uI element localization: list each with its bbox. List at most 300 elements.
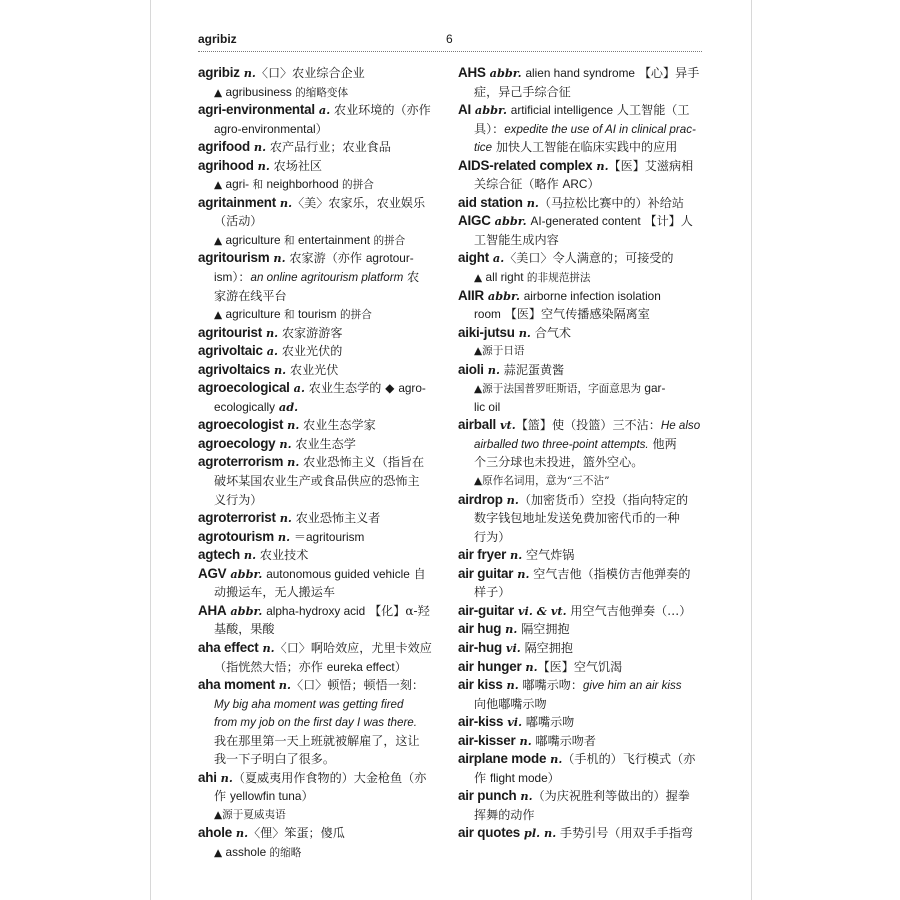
- latin-text: artificial intelligence: [510, 103, 614, 118]
- part-of-speech: n.: [501, 622, 518, 637]
- part-of-speech: n.: [592, 158, 609, 173]
- gloss-text: 义行为）: [214, 492, 263, 507]
- etymology-note-line: [198, 843, 438, 862]
- part-of-speech: vi.: [503, 715, 523, 730]
- entry-continuation-line: [458, 175, 702, 194]
- gloss-text: 样子）: [474, 585, 511, 600]
- part-of-speech: a.: [262, 344, 278, 359]
- gloss-text: ）: [587, 177, 600, 192]
- headword: air-guitar: [458, 602, 515, 618]
- latin-text: tourism: [297, 307, 337, 322]
- entry-continuation-line: [198, 120, 438, 139]
- gloss-text: 农业生态学的 ◆: [304, 381, 399, 396]
- entry-line: [198, 528, 438, 547]
- headword: airplane mode: [458, 751, 547, 767]
- part-of-speech: abbr.: [226, 566, 263, 581]
- gloss-text: 嘟嘴示吻：: [518, 678, 583, 693]
- etymology-note-line: [458, 379, 702, 398]
- headword: agroterrorism: [198, 454, 284, 470]
- gloss-text: ）: [301, 789, 314, 804]
- entry-line: [458, 361, 702, 380]
- entry-continuation-line: [458, 83, 702, 102]
- gloss-text: 农业恐怖主义（指旨在: [299, 455, 425, 470]
- gloss-text: 和: [280, 234, 298, 247]
- entry-line: [198, 324, 438, 343]
- running-header: [198, 30, 702, 50]
- latin-text: flight mode: [489, 770, 548, 785]
- part-of-speech: a.: [314, 103, 331, 118]
- gloss-text: （活动）: [214, 214, 263, 229]
- gloss-text: ）: [547, 770, 560, 785]
- gloss-text: 的缩略: [266, 846, 302, 859]
- headword: air quotes: [458, 825, 520, 841]
- headword: aight: [458, 250, 489, 266]
- gloss-text: 数字钱包地址发送免费加密代币的一种: [474, 511, 680, 526]
- entry-continuation-line: [458, 769, 702, 788]
- headword: aid station: [458, 194, 523, 210]
- gloss-text: 〈口〉顿悟；顿悟一刻：: [290, 678, 425, 693]
- latin-text: alien hand syndrome: [525, 66, 635, 80]
- gloss-text: 他两: [648, 436, 677, 451]
- latin-text: agro-environmental: [214, 121, 316, 136]
- gloss-text: （指恍然大悟；亦作: [214, 659, 327, 674]
- entry-continuation-line: [198, 472, 438, 491]
- entry-continuation-line: [458, 695, 702, 714]
- gloss-text: 向他嘟嘴示吻: [474, 696, 547, 711]
- gloss-text: 【心】异手: [634, 66, 700, 80]
- gloss-text: 关综合征（略作: [474, 177, 563, 192]
- part-of-speech: n.: [283, 418, 300, 433]
- part-of-speech: n.: [521, 659, 538, 674]
- gloss-text: ▲: [214, 234, 226, 247]
- headword: AI: [458, 102, 471, 118]
- entry-continuation-line: [198, 620, 438, 639]
- example-text: tice: [474, 141, 493, 155]
- entry-line: [198, 64, 438, 83]
- example-text: give him an air kiss: [582, 679, 682, 693]
- part-of-speech: n.: [239, 548, 257, 563]
- part-of-speech: n.: [483, 362, 500, 377]
- entry-line: [198, 546, 438, 565]
- latin-text: airborne infection isolation: [523, 288, 661, 303]
- entry-line: [458, 416, 702, 435]
- gloss-text: ▲: [474, 272, 486, 285]
- entry-line: [458, 732, 702, 751]
- gloss-text: 自: [409, 566, 426, 581]
- gloss-text: 【化】α-羟: [365, 603, 430, 618]
- latin-text: ism: [214, 270, 233, 285]
- etymology-note-line: [458, 268, 702, 287]
- gloss-text: 〈俚〉笨蛋；傻瓜: [248, 826, 345, 841]
- gloss-text: 〈口〉农业综合企业: [255, 66, 365, 80]
- headword: agritourism: [198, 250, 270, 266]
- gloss-text: 农产品行业；农业食品: [266, 140, 391, 155]
- gloss-text: 隔空拥抱: [517, 622, 570, 637]
- gloss-text: 的缩略变体: [291, 86, 349, 99]
- gloss-text: 动搬运车，无人搬运车: [214, 585, 335, 600]
- entry-line: [458, 101, 702, 120]
- gloss-text: 用空气吉他弹奏（…）: [566, 603, 692, 618]
- headword: agroecological: [198, 380, 290, 396]
- gloss-text: 〈美〉农家乐，农业娱乐: [292, 195, 426, 210]
- entry-line: [458, 491, 702, 510]
- entry-line: [458, 602, 702, 621]
- latin-text: agribusiness: [225, 84, 292, 99]
- part-of-speech: n.: [513, 566, 530, 581]
- headword: agrifood: [198, 139, 250, 155]
- headword: AHS: [458, 65, 486, 80]
- entry-line: [458, 287, 702, 306]
- gloss-text: 农业生态学家: [299, 418, 376, 433]
- entry-line: [458, 676, 702, 695]
- entry-continuation-line: [458, 138, 702, 157]
- entry-continuation-line: [198, 658, 438, 677]
- part-of-speech: pl. n.: [520, 826, 557, 841]
- entry-continuation-line: [198, 713, 438, 732]
- right-column: [458, 64, 702, 843]
- headword: agritainment: [198, 194, 276, 210]
- part-of-speech: n.: [516, 789, 533, 804]
- headword: air hunger: [458, 658, 522, 674]
- headword: airdrop: [458, 491, 503, 507]
- gloss-text: 和: [280, 309, 298, 322]
- gloss-text: 农: [403, 270, 420, 285]
- entry-continuation-line: [458, 528, 702, 547]
- latin-text: agriculture: [225, 307, 281, 322]
- headword: AIDS-related complex: [458, 157, 593, 173]
- headword: agribiz: [198, 65, 240, 80]
- entry-line: [198, 101, 438, 120]
- gloss-text: 空气炸锅: [522, 548, 575, 563]
- gloss-text: 我一下子明白了很多。: [214, 752, 335, 767]
- entry-continuation-line: [458, 435, 702, 454]
- entry-line: [198, 416, 438, 435]
- gloss-text: 工智能生成内容: [474, 232, 559, 247]
- gloss-text: 【医】艾滋病相: [608, 158, 694, 173]
- gloss-text: ）: [315, 121, 328, 136]
- gloss-text: ）: [394, 659, 407, 674]
- entry-continuation-line: [198, 212, 438, 231]
- gloss-text: （手机的）飞行模式（亦: [562, 752, 696, 767]
- example-text: from my job on the first day I was there.: [214, 716, 417, 730]
- part-of-speech: a.: [289, 381, 305, 396]
- entry-line: [198, 676, 438, 695]
- gloss-text: ▲原作名词用，意为“三不沾”: [474, 475, 610, 488]
- gloss-text: 【医】空气饥渴: [537, 659, 623, 674]
- gloss-text: 行为）: [474, 529, 511, 544]
- etymology-note-line: [458, 398, 702, 417]
- gloss-text: （夏威夷用作食物的）大金枪鱼（亦: [232, 770, 427, 785]
- headword: ahole: [198, 825, 232, 841]
- headword: agrihood: [198, 157, 254, 173]
- latin-text: yellowfin tuna: [229, 789, 302, 804]
- headword: agroecologist: [198, 417, 284, 433]
- headword: AHA: [198, 602, 227, 618]
- gloss-text: 农家游（亦作: [285, 251, 366, 266]
- etymology-note-line: [458, 472, 702, 491]
- entry-line: [458, 713, 702, 732]
- part-of-speech: abbr.: [485, 66, 522, 80]
- part-of-speech: n.: [270, 362, 287, 377]
- latin-text: agritourism: [305, 529, 365, 544]
- headword: aiki-jutsu: [458, 324, 515, 340]
- gloss-text: 挥舞的动作: [474, 807, 535, 822]
- gloss-text: 农家游游客: [278, 325, 343, 340]
- etymology-note-line: [198, 231, 438, 250]
- headword: agritourist: [198, 324, 263, 340]
- gloss-text: 【篮】使（投篮）三不沾：: [515, 418, 661, 433]
- gloss-text: 【计】人: [640, 214, 693, 229]
- gloss-text: 嘟嘴示吻: [522, 715, 575, 730]
- entry-line: [458, 212, 702, 231]
- latin-text: asshole: [225, 844, 267, 859]
- gloss-text: ▲: [214, 309, 226, 322]
- gloss-text: 手势引号（用双手手指弯: [556, 826, 694, 841]
- part-of-speech: n.: [546, 752, 563, 767]
- gloss-text: ▲源于夏威夷语: [214, 808, 286, 821]
- part-of-speech: vt.: [496, 418, 516, 433]
- entry-continuation-line: [198, 750, 438, 769]
- headword: air hug: [458, 621, 502, 637]
- part-of-speech: n.: [514, 325, 531, 340]
- latin-text: all right: [485, 270, 524, 285]
- entry-line: [198, 361, 438, 380]
- entry-line: [198, 509, 438, 528]
- headword: aha effect: [198, 639, 259, 655]
- gloss-text: 作: [474, 770, 490, 785]
- page-number: 6: [446, 32, 453, 46]
- gloss-text: 嘟嘴示吻者: [531, 733, 596, 748]
- entry-line: [198, 249, 438, 268]
- gloss-text: 农业生态学: [291, 436, 356, 451]
- part-of-speech: n.: [231, 826, 249, 841]
- gloss-text: 农业光伏: [286, 362, 339, 377]
- part-of-speech: n.: [253, 158, 270, 173]
- gloss-text: 的拼合: [336, 309, 372, 322]
- part-of-speech: n.: [283, 455, 300, 470]
- gloss-text: 农场社区: [269, 158, 323, 173]
- part-of-speech: n.: [216, 770, 233, 785]
- headword: agroecology: [198, 435, 276, 451]
- part-of-speech: n.: [249, 140, 267, 155]
- headword: air kiss: [458, 677, 503, 693]
- entry-continuation-line: [458, 806, 702, 825]
- part-of-speech: n.: [502, 492, 519, 507]
- gloss-text: ▲: [214, 86, 226, 99]
- entry-line: [458, 658, 702, 677]
- part-of-speech: abbr.: [483, 288, 520, 303]
- headword: agrivoltaics: [198, 361, 271, 377]
- latin-text: agri-: [225, 177, 250, 192]
- example-text: expedite the use of AI in clinical prac-: [504, 122, 696, 136]
- gloss-text: 破坏某国农业生产或食品供应的恐怖主: [214, 474, 420, 489]
- gloss-text: 蒜泥蛋黄酱: [499, 362, 565, 377]
- entry-continuation-line: [198, 287, 438, 306]
- gloss-text: 农业恐怖主义者: [291, 511, 381, 526]
- part-of-speech: abbr.: [226, 603, 263, 618]
- gloss-text: 的拼合: [370, 234, 406, 247]
- gloss-text: （马拉松比赛中的）补给站: [538, 195, 684, 210]
- entry-line: [198, 342, 438, 361]
- entry-line: [458, 824, 702, 843]
- headword: agrotourism: [198, 528, 274, 544]
- entry-line: [198, 157, 438, 176]
- headword: air-hug: [458, 639, 502, 655]
- gloss-text: （为庆祝胜利等做出的）握拳: [532, 789, 690, 804]
- gloss-text: 具）：: [474, 121, 505, 136]
- entry-line: [198, 769, 438, 788]
- latin-text: lic oil: [474, 399, 501, 414]
- entry-line: [458, 249, 702, 268]
- latin-text: neighborhood: [266, 177, 339, 192]
- example-text: My big aha moment was getting fired: [214, 697, 404, 711]
- gloss-text: 【医】空气传播感染隔离室: [500, 307, 650, 322]
- headword: airball: [458, 417, 497, 433]
- entry-continuation-line: [198, 732, 438, 751]
- entry-line: [198, 565, 438, 584]
- headword: agtech: [198, 547, 240, 563]
- latin-text: eureka effect: [326, 659, 395, 674]
- gloss-text: 农业技术: [256, 548, 309, 563]
- part-of-speech: n.: [274, 678, 291, 693]
- entry-line: [458, 565, 702, 584]
- etymology-note-line: [198, 83, 438, 102]
- gloss-text: 的非规范拼法: [523, 272, 591, 285]
- latin-text: agrotour-: [365, 251, 414, 266]
- gloss-text: 〈美口〉令人满意的；可接受的: [504, 251, 674, 266]
- entry-continuation-line: [458, 305, 702, 324]
- entry-continuation-line: [198, 583, 438, 602]
- headword: AIGC: [458, 213, 491, 229]
- gloss-text: 的拼合: [338, 179, 374, 192]
- headword: air punch: [458, 788, 517, 804]
- gloss-text: 空气吉他（指模仿吉他弹奏的: [529, 566, 691, 581]
- gloss-text: 和: [249, 179, 267, 192]
- latin-text: alpha-hydroxy acid: [266, 603, 366, 618]
- part-of-speech: n.: [275, 195, 293, 210]
- gloss-text: ▲: [214, 846, 226, 859]
- entry-continuation-line: [198, 695, 438, 714]
- entry-continuation-line: [458, 453, 702, 472]
- gloss-text: ▲: [214, 179, 226, 192]
- part-of-speech: n.: [269, 251, 286, 266]
- latin-text: room: [474, 307, 501, 322]
- part-of-speech: abbr.: [471, 103, 507, 118]
- latin-text: AI-generated content: [530, 214, 641, 229]
- entry-continuation-line: [198, 491, 438, 510]
- gloss-text: 人工智能（工: [613, 103, 690, 118]
- part-of-speech: abbr.: [490, 214, 527, 229]
- gloss-text: 农业环境的（亦作: [330, 103, 431, 118]
- gloss-text: ＝: [290, 529, 306, 544]
- entry-line: [198, 453, 438, 472]
- headword: agrivoltaic: [198, 343, 263, 359]
- headword: agri-environmental: [198, 102, 315, 118]
- entry-line: [198, 435, 438, 454]
- gloss-text: （加密货币）空投（指向特定的: [518, 492, 689, 507]
- entry-line: [198, 379, 438, 398]
- running-head-word: agribiz: [198, 32, 237, 46]
- part-of-speech: n.: [262, 325, 279, 340]
- headword: air fryer: [458, 547, 507, 563]
- latin-text: autonomous guided vehicle: [266, 566, 410, 581]
- latin-text: ecologically: [214, 399, 275, 414]
- entry-line: [198, 824, 438, 843]
- latin-text: ARC: [562, 177, 588, 192]
- part-of-speech: n.: [275, 436, 292, 451]
- part-of-speech: n.: [258, 640, 275, 655]
- headword: agroterrorist: [198, 510, 276, 526]
- gloss-text: 合气术: [530, 325, 572, 340]
- part-of-speech: n.: [502, 678, 519, 693]
- gloss-text: 加快人工智能在临床实践中的应用: [492, 140, 678, 155]
- headword: AGV: [198, 565, 227, 581]
- gloss-text: 作: [214, 789, 230, 804]
- etymology-note-line: [198, 806, 438, 825]
- latin-text: agriculture: [225, 232, 281, 247]
- entry-line: [458, 620, 702, 639]
- part-of-speech: vi.: [501, 640, 521, 655]
- entry-continuation-line: [198, 268, 438, 287]
- headword: aioli: [458, 361, 484, 377]
- entry-continuation-line: [198, 398, 438, 417]
- latin-text: agro-: [398, 381, 426, 396]
- part-of-speech: n.: [239, 66, 256, 80]
- entry-line: [458, 639, 702, 658]
- headword: air-kisser: [458, 732, 516, 748]
- entry-line: [458, 546, 702, 565]
- part-of-speech: a.: [489, 251, 505, 266]
- part-of-speech: n.: [273, 529, 291, 544]
- part-of-speech: vi. & vt.: [514, 603, 567, 618]
- gloss-text: 我在那里第一天上班就被解雇了，这让: [214, 733, 420, 748]
- entry-line: [458, 324, 702, 343]
- etymology-note-line: [198, 175, 438, 194]
- left-column: [198, 64, 438, 862]
- gloss-text: ▲源于法国普罗旺斯语，字面意思为: [474, 383, 645, 396]
- gloss-text: 个三分球也未投进，篮外空心。: [474, 455, 644, 470]
- entry-line: [458, 64, 702, 83]
- gloss-text: 基酸，果酸: [214, 622, 275, 637]
- gloss-text: 症，异己手综合征: [474, 84, 571, 99]
- part-of-speech: n.: [515, 733, 532, 748]
- entry-line: [458, 157, 702, 176]
- entry-continuation-line: [198, 787, 438, 806]
- example-text: He also: [660, 419, 701, 433]
- example-text: airballed two three-point attempts.: [474, 437, 649, 451]
- entry-continuation-line: [458, 583, 702, 602]
- part-of-speech: n.: [506, 548, 523, 563]
- gloss-text: 隔空拥抱: [520, 640, 573, 655]
- entry-continuation-line: [458, 509, 702, 528]
- etymology-note-line: [198, 305, 438, 324]
- gloss-text: ）：: [232, 270, 251, 285]
- entry-line: [198, 194, 438, 213]
- latin-text: gar-: [644, 381, 666, 396]
- gloss-text: 家游在线平台: [214, 288, 287, 303]
- header-dotted-rule: [198, 51, 702, 52]
- entry-line: [198, 602, 438, 621]
- headword: air guitar: [458, 565, 514, 581]
- entry-line: [458, 194, 702, 213]
- entry-line: [458, 787, 702, 806]
- etymology-note-line: [458, 342, 702, 361]
- entry-line: [198, 639, 438, 658]
- part-of-speech: ad.: [274, 399, 299, 414]
- headword: air-kiss: [458, 714, 504, 730]
- example-text: an online agritourism platform: [250, 271, 404, 285]
- part-of-speech: n.: [275, 511, 292, 526]
